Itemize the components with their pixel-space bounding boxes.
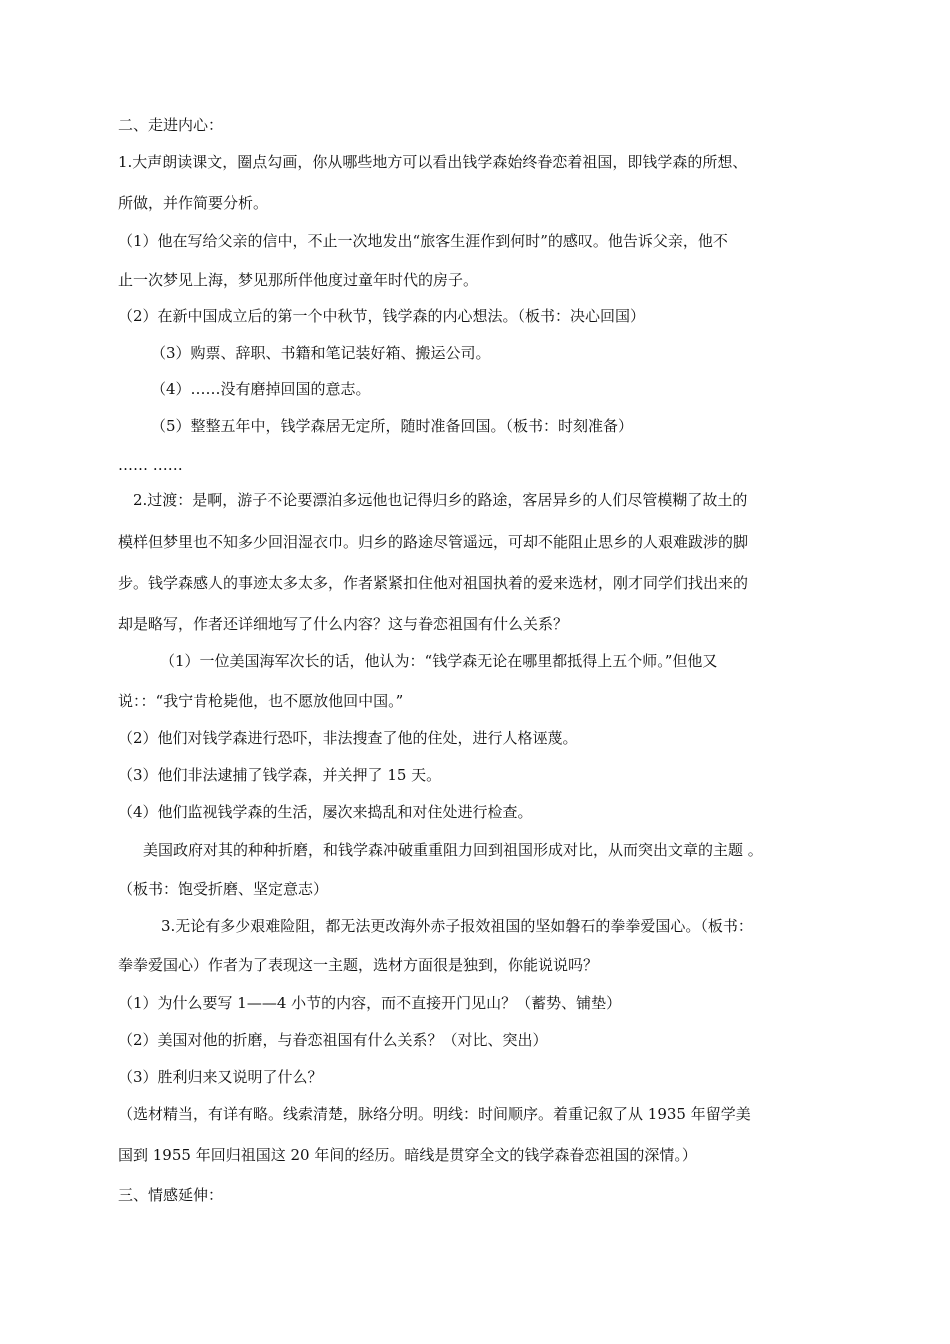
question-1-line-1: 1.大声朗读课文，圈点勾画，你从哪些地方可以看出钱学森始终眷恋着祖国，即钱学森的所想、 [118,153,748,171]
section-heading-3: 三、情感延伸： [118,1186,224,1204]
q2-answer-1-line-2: 说：：“我宁肯枪毙他，也不愿放他回中国。” [118,692,404,710]
question-3-line-2: 拳拳爱国心）作者为了表现这一主题，选材方面很是独到，你能说说吗？ [118,956,599,974]
section-heading-2: 二、走进内心： [118,116,224,134]
board-note-suffering: （板书：饱受折磨、坚定意志） [118,880,329,898]
q2-answer-3: （3）他们非法逮捕了钱学森，并关押了 15 天。 [118,766,442,784]
q3-item-2: （2）美国对他的折磨，与眷恋祖国有什么关系？（对比、突出） [118,1031,548,1049]
answer-2: （2）在新中国成立后的第一个中秋节，钱学森的内心想法。（板书：决心回国） [118,307,646,325]
ellipsis-line: …… …… [118,456,183,474]
q2-answer-4: （4）他们监视钱学森的生活，屡次来捣乱和对住处进行检查。 [118,803,533,821]
answer-1-line-1: （1）他在写给父亲的信中，不止一次地发出“旅客生涯作到何时”的感叹。他告诉父亲，他不 [118,232,728,250]
q3-item-3: （3）胜利归来又说明了什么？ [118,1068,323,1086]
q2-answer-1-line-1: （1）一位美国海军次长的话，他认为：“钱学森无论在哪里都抵得上五个师。”但他又 [160,652,718,670]
question-2-line-2: 模样但梦里也不知多少回泪湿衣巾。归乡的路途尽管遥远，可却不能阻止思乡的人艰难跋涉的脚 [118,533,749,551]
question-2-line-4: 却是略写，作者还详细地写了什么内容？这与眷恋祖国有什么关系？ [118,615,569,633]
material-summary-line-2: 国到 1955 年回归祖国这 20 年间的经历。暗线是贯穿全文的钱学森眷恋祖国的深情。） [118,1146,697,1164]
question-3-line-1: 3.无论有多少艰难险阻，都无法更改海外赤子报效祖国的坚如磐石的拳拳爱国心。（板书： [161,917,753,935]
contrast-summary: 美国政府对其的种种折磨，和钱学森冲破重重阻力回到祖国形成对比，从而突出文章的主题 。 [143,841,763,859]
q2-answer-2: （2）他们对钱学森进行恐吓，非法搜查了他的住处，进行人格诬蔑。 [118,729,578,747]
question-1-line-2: 所做，并作简要分析。 [118,194,269,212]
answer-3: （3）购票、辞职、书籍和笔记装好箱、搬运公司。 [151,344,491,362]
answer-1-line-2: 止一次梦见上海，梦见那所伴他度过童年时代的房子。 [118,271,479,289]
q3-item-1: （1）为什么要写 1——4 小节的内容，而不直接开门见山？（蓄势、铺垫） [118,994,622,1012]
question-2-line-1: 2.过渡：是啊，游子不论要漂泊多远他也记得归乡的路途，客居异乡的人们尽管模糊了故土的 [133,491,748,509]
material-summary-line-1: （选材精当，有详有略。线索清楚，脉络分明。明线：时间顺序。着重记叙了从 1935 年留学美 [118,1105,751,1123]
answer-5: （5）整整五年中，钱学森居无定所，随时准备回国。（板书：时刻准备） [151,417,634,435]
answer-4: （4）……没有磨掉回国的意志。 [151,380,371,398]
question-2-line-3: 步。钱学森感人的事迹太多太多，作者紧紧扣住他对祖国执着的爱来选材，刚才同学们找出来的 [118,574,749,592]
